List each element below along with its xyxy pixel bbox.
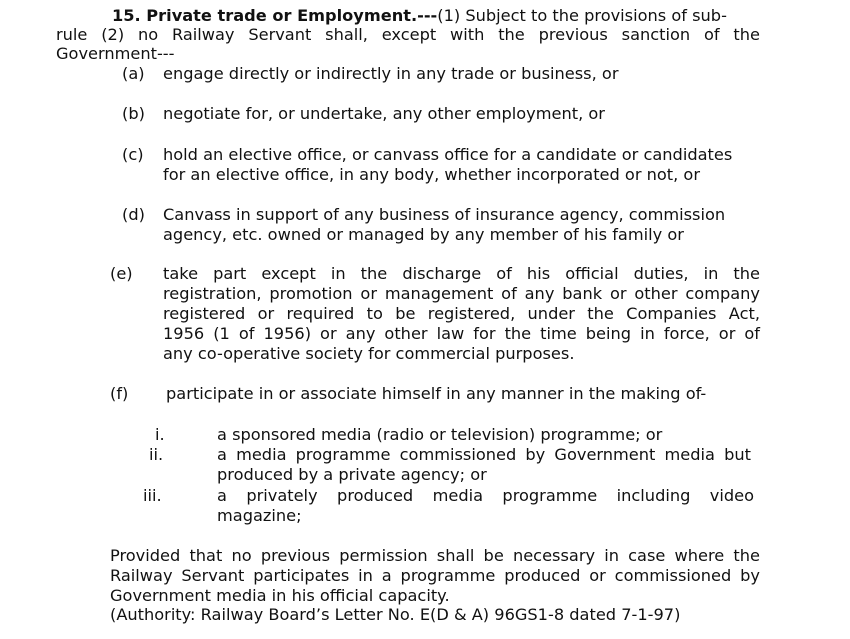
subitem-i-marker: i. [155, 425, 165, 444]
subitem-i-text: a sponsored media (radio or television) programme; or [217, 425, 663, 444]
clause-e-line5: any co-operative society for commercial purposes. [163, 344, 575, 363]
clause-b-marker: (b) [122, 104, 145, 123]
clause-e-line3: registered or required to be registered, under the Companies Act, [163, 304, 760, 323]
clause-a-marker: (a) [122, 64, 145, 83]
clause-d-line2: agency, etc. owned or managed by any member of his family or [163, 225, 684, 244]
rule-intro-part1: (1) Subject to the provisions of sub- [437, 6, 727, 25]
clause-a-text: engage directly or indirectly in any trade or business, or [163, 64, 619, 83]
clause-d-marker: (d) [122, 205, 145, 224]
clause-e-marker: (e) [110, 264, 133, 283]
proviso-authority: (Authority: Railway Board’s Letter No. E(D & A) 96GS1-8 dated 7-1-97) [110, 605, 681, 624]
clause-d-line1: Canvass in support of any business of insurance agency, commission [163, 205, 726, 224]
clause-f-marker: (f) [110, 384, 129, 403]
clause-e-line2: registration, promotion or management of any bank or other company [163, 284, 760, 303]
clause-c-line2: for an elective office, in any body, whether incorporated or not, or [163, 165, 700, 184]
clause-b-text: negotiate for, or undertake, any other employment, or [163, 104, 605, 123]
subitem-ii-line1: a media programme commissioned by Government media but [217, 445, 751, 464]
rule-heading: 15. Private trade or Employment.--- [112, 6, 438, 25]
rule-intro-line2: rule (2) no Railway Servant shall, except with the previous sanction of the [56, 25, 760, 44]
clause-f-text: participate in or associate himself in any manner in the making of- [166, 384, 707, 403]
proviso-line1: Provided that no previous permission shall be necessary in case where the [110, 546, 760, 565]
proviso-line3: Government media in his official capacity. [110, 586, 450, 605]
rule-heading-line [112, 6, 727, 26]
clause-c-marker: (c) [122, 145, 144, 164]
clause-e-line1: take part except in the discharge of his official duties, in the [163, 264, 760, 283]
subitem-iii-line2: magazine; [217, 506, 302, 525]
rule-intro-line3: Government--- [56, 44, 175, 63]
subitem-ii-line2: produced by a private agency; or [217, 465, 487, 484]
proviso-line2: Railway Servant participates in a programme produced or commissioned by [110, 566, 760, 585]
subitem-ii-marker: ii. [149, 445, 164, 464]
subitem-iii-line1: a privately produced media programme including video [217, 486, 754, 505]
subitem-iii-marker: iii. [143, 486, 162, 505]
clause-e-line4: 1956 (1 of 1956) or any other law for the time being in force, or of [163, 324, 760, 343]
clause-c-line1: hold an elective office, or canvass office for a candidate or candidates [163, 145, 733, 164]
